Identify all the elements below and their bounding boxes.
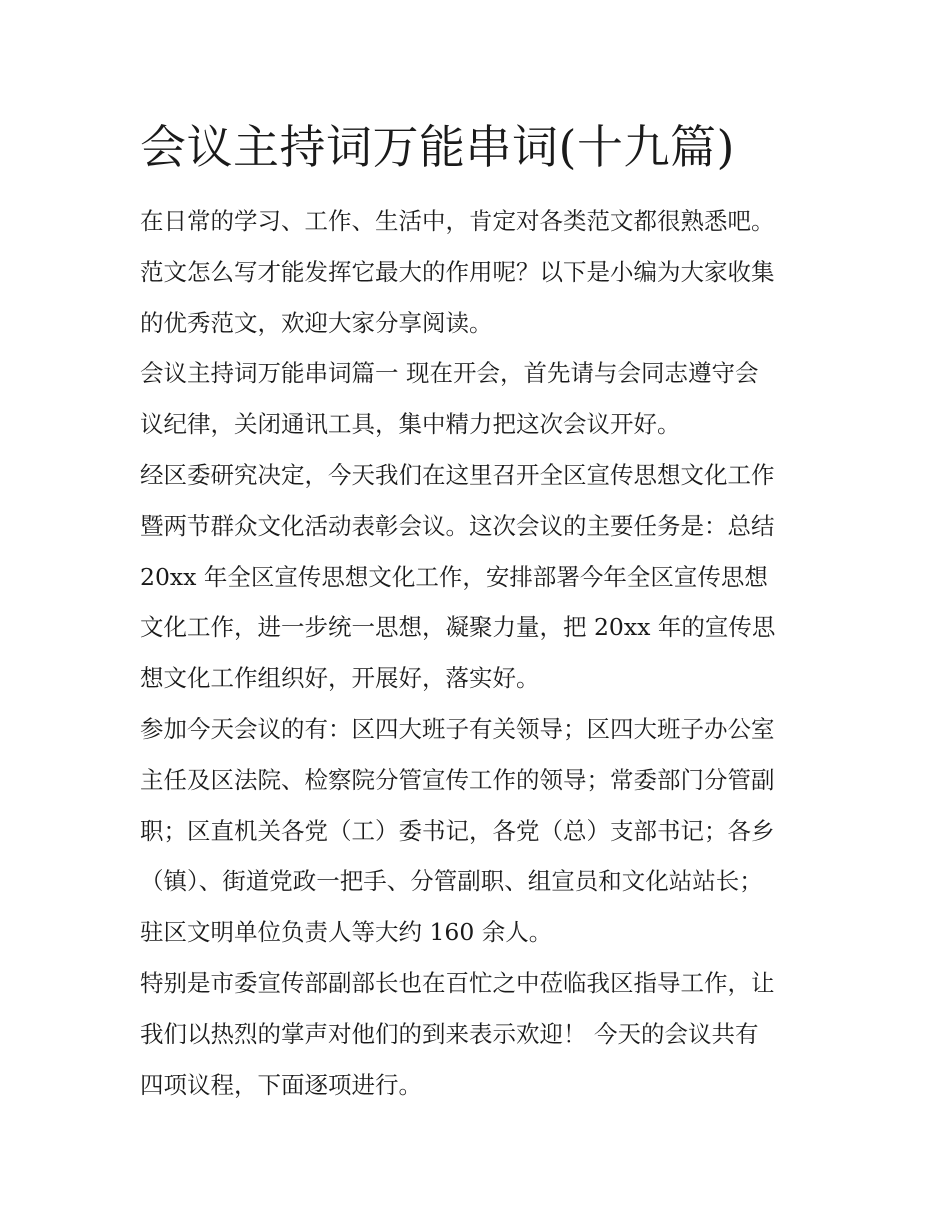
paragraph-attendees (140, 704, 812, 958)
text-line: 四项议程，下面逐项进行。 (140, 1070, 422, 1099)
text-line: 的优秀范文，欢迎大家分享阅读。 (140, 308, 493, 337)
text-line: （镇）、街道党政一把手、分管副职、组宣员和文化站站长； (140, 867, 763, 896)
text-line: 特别是市委宣传部副部长也在百忙之中莅临我区指导工作，让 (140, 968, 775, 997)
text-line: 文化工作，进一步统一思想，凝聚力量，把 20xx 年的宣传思 (140, 613, 776, 642)
text-line: 范文怎么写才能发挥它最大的作用呢？以下是小编为大家收集 (140, 257, 775, 286)
paragraph-opening (140, 348, 812, 450)
document-title: 会议主持词万能串词(十九篇) (140, 120, 735, 174)
text-line: 20xx 年全区宣传思想文化工作，安排部署今年全区宣传思想 (140, 562, 768, 591)
text-line: 我们以热烈的掌声对他们的到来表示欢迎！ 今天的会议共有 (140, 1019, 759, 1048)
paragraph-purpose (140, 450, 812, 704)
text-line: 在日常的学习、工作、生活中，肯定对各类范文都很熟悉吧。 (140, 207, 775, 235)
paragraph-welcome (140, 958, 812, 1110)
text-line: 议纪律，关闭通讯工具，集中精力把这次会议开好。 (140, 410, 681, 439)
text-line: 会议主持词万能串词篇一 现在开会，首先请与会同志遵守会 (140, 359, 759, 388)
text-line: 驻区文明单位负责人等大约 160 余人。 (140, 918, 553, 947)
text-line: 职；区直机关各党（工）委书记，各党（总）支部书记；各乡 (140, 816, 775, 845)
text-line: 想文化工作组织好，开展好，落实好。 (140, 664, 540, 693)
paragraph-intro (140, 196, 812, 348)
document-body (140, 196, 812, 1110)
text-line: 参加今天会议的有：区四大班子有关领导；区四大班子办公室 (140, 714, 775, 743)
text-line: 主任及区法院、检察院分管宣传工作的领导；常委部门分管副 (140, 765, 775, 794)
text-line: 暨两节群众文化活动表彰会议。这次会议的主要任务是：总结 (140, 511, 775, 540)
text-line: 经区委研究决定，今天我们在这里召开全区宣传思想文化工作 (140, 460, 775, 489)
